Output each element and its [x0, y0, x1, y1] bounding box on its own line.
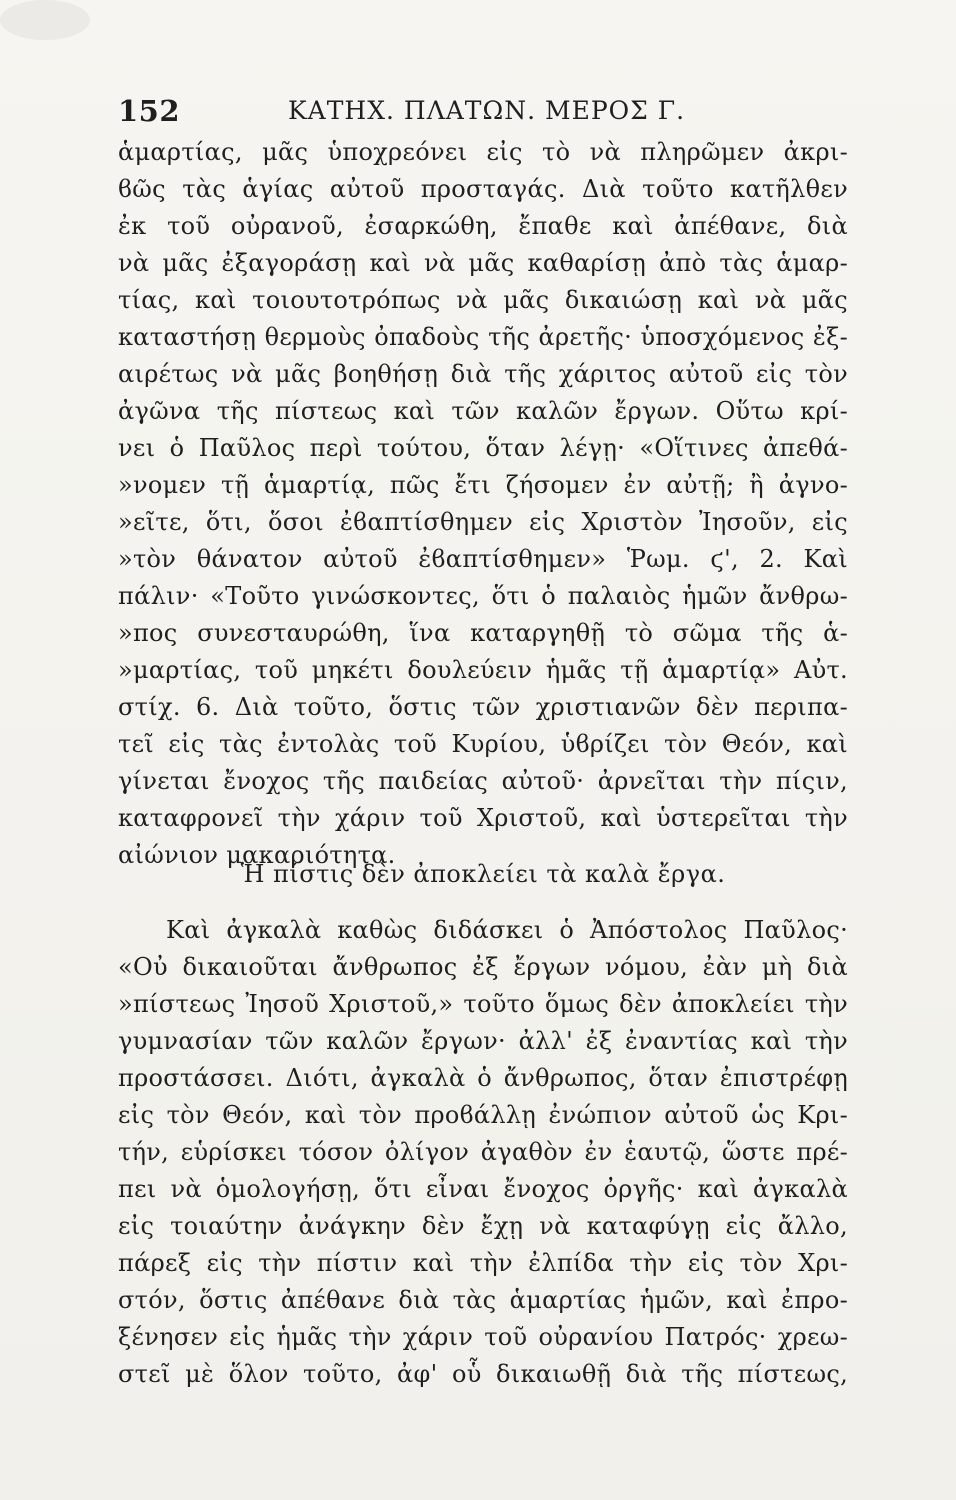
text-line: τίας, καὶ τοιουτοτρόπως νὰ μᾶς δικαιώσῃ καὶ νὰ μᾶς: [118, 286, 848, 314]
running-head: ΚΑΤΗΧ. ΠΛΑΤΩΝ. ΜΕΡΟΣ Γ.: [288, 96, 686, 125]
text-line: στίχ. 6. Διὰ τοῦτο, ὅστις τῶν χριστιανῶν δὲν περιπα-: [118, 693, 848, 721]
text-line: ἁμαρτίας, μᾶς ὑποχρεόνει εἰς τὸ νὰ πληρῶμεν ἀκρι-: [118, 138, 848, 166]
section-heading: Ἡ πίστις δὲν ἀποκλείει τὰ καλὰ ἔργα.: [240, 860, 726, 888]
text-line: πάρεξ εἰς τὴν πίστιν καὶ τὴν ἐλπίδα τὴν εἰς τὸν Χρι-: [118, 1249, 848, 1277]
text-line: αιρέτως νὰ μᾶς βοηθήσῃ διὰ τῆς χάριτος αὐτοῦ εἰς τὸν: [118, 360, 848, 388]
text-line: ξένησεν εἰς ἡμᾶς τὴν χάριν τοῦ οὐρανίου Πατρός· χρεω-: [118, 1323, 848, 1351]
text-line: εἰς τὸν Θεόν, καὶ τὸν προϐάλλῃ ἐνώπιον αὐτοῦ ὡς Κρι-: [118, 1101, 848, 1129]
text-line: εἰς τοιαύτην ἀνάγκην δὲν ἔχῃ νὰ καταφύγῃ εἰς ἄλλο,: [118, 1212, 848, 1240]
text-line: καταφρονεῖ τὴν χάριν τοῦ Χριστοῦ, καὶ ὑστερεῖται τὴν: [118, 804, 848, 832]
text-line: νὰ μᾶς ἐξαγοράσῃ καὶ νὰ μᾶς καθαρίσῃ ἀπὸ τὰς ἁμαρ-: [118, 249, 848, 277]
text-line: «Οὐ δικαιοῦται ἄνθρωπος ἐξ ἔργων νόμου, ἐὰν μὴ διὰ: [118, 953, 848, 981]
corner-smudge: [0, 0, 90, 40]
text-line: »πίστεως Ἰησοῦ Χριστοῦ,» τοῦτο ὅμως δὲν ἀποκλείει τὴν: [118, 990, 848, 1018]
text-line: τεῖ εἰς τὰς ἐντολὰς τοῦ Κυρίου, ὑϐρίζει τὸν Θεόν, καὶ: [118, 730, 848, 758]
text-line: πει νὰ ὁμολογήσῃ, ὅτι εἶναι ἔνοχος ὀργῆς· καὶ ἀγκαλὰ: [118, 1175, 848, 1203]
text-line: ἐκ τοῦ οὐρανοῦ, ἐσαρκώθη, ἔπαθε καὶ ἀπέθανε, διὰ: [118, 212, 848, 240]
text-line: »μαρτίας, τοῦ μηκέτι δουλεύειν ἡμᾶς τῇ ἁμαρτίᾳ» Αὐτ.: [118, 656, 848, 684]
page-header: [118, 94, 848, 130]
paragraph-2: [118, 912, 848, 1393]
text-line: προστάσσει. Διότι, ἀγκαλὰ ὁ ἄνθρωπος, ὅταν ἐπιστρέφῃ: [118, 1064, 848, 1092]
text-line: ἀγῶνα τῆς πίστεως καὶ τῶν καλῶν ἔργων. Οὕτω κρί-: [118, 397, 848, 425]
paragraph-1: [118, 134, 848, 874]
text-line: »εῖτε, ὅτι, ὅσοι ἐϐαπτίσθημεν εἰς Χριστὸν Ἰησοῦν, εἰς: [118, 508, 848, 536]
text-line: στεῖ μὲ ὅλον τοῦτο, ἀφ' οὗ δικαιωθῇ διὰ τῆς πίστεως,: [118, 1360, 848, 1388]
text-line: γίνεται ἔνοχος τῆς παιδείας αὐτοῦ· ἀρνεῖται τὴν πίςιν,: [118, 767, 848, 795]
text-line: αἰώνιον μακαριότητα.: [118, 841, 396, 869]
text-line: »νομεν τῇ ἁμαρτίᾳ, πῶς ἔτι ζήσομεν ἐν αὐτῇ; ἢ ἀγνο-: [118, 471, 848, 499]
page-number: 152: [118, 94, 181, 128]
text-line: καταστήσῃ θερμοὺς ὀπαδοὺς τῆς ἀρετῆς· ὑποσχόμενος ἐξ-: [118, 323, 848, 351]
text-line: στόν, ὅστις ἀπέθανε διὰ τὰς ἁμαρτίας ἡμῶν, καὶ ἐπρο-: [118, 1286, 848, 1314]
text-line: τήν, εὑρίσκει τόσον ὀλίγον ἀγαθὸν ἐν ἑαυτῷ, ὥστε πρέ-: [118, 1138, 848, 1166]
text-line: γυμνασίαν τῶν καλῶν ἔργων· ἀλλ' ἐξ ἐναντίας καὶ τὴν: [118, 1027, 848, 1055]
text-line: »τὸν θάνατον αὐτοῦ ἐϐαπτίσθημεν» Ῥωμ. ϛ', 2. Καὶ: [118, 545, 848, 573]
text-line: νει ὁ Παῦλος περὶ τούτου, ὅταν λέγῃ· «Οἵτινες ἀπεθά-: [118, 434, 848, 462]
text-line: πάλιν· «Τοῦτο γινώσκοντες, ὅτι ὁ παλαιὸς ἡμῶν ἄνθρω-: [118, 582, 848, 610]
text-line: »πος συνεσταυρώθη, ἵνα καταργηθῇ τὸ σῶμα τῆς ἁ-: [118, 619, 848, 647]
text-line: Καὶ ἀγκαλὰ καθὼς διδάσκει ὁ Ἀπόστολος Παῦλος·: [166, 916, 848, 944]
text-line: ϐῶς τὰς ἁγίας αὐτοῦ προσταγάς. Διὰ τοῦτο κατῆλθεν: [118, 175, 848, 203]
